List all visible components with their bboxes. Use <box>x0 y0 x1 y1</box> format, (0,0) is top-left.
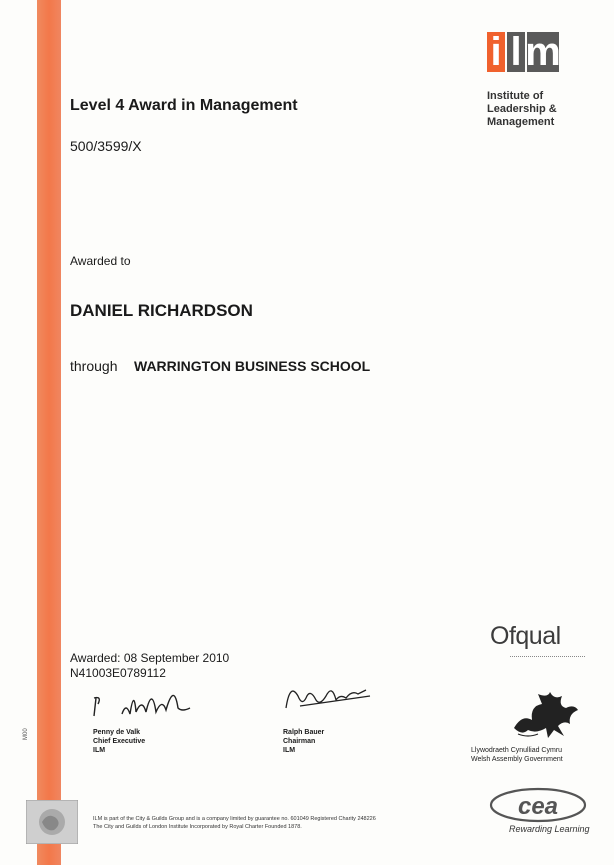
welsh-line-2: Welsh Assembly Government <box>471 756 563 763</box>
cea-logo <box>488 786 588 824</box>
signatory-name: Ralph Bauer <box>283 729 325 736</box>
recipient-name: DANIEL RICHARDSON <box>70 301 253 320</box>
cea-tagline: Rewarding Learning <box>509 824 590 834</box>
signatory-role: Chairman <box>283 738 316 745</box>
ilm-text-line-3: Management <box>487 116 555 128</box>
signatory-penny <box>93 728 145 755</box>
signatory-ralph <box>283 728 324 755</box>
certificate-title: Level 4 Award in Management <box>70 97 298 114</box>
ilm-mark-i: i <box>487 32 505 72</box>
signatory-name: Penny de Valk <box>93 729 141 736</box>
welsh-dragon-icon <box>508 684 580 742</box>
ofqual-logo: Ofqual <box>490 622 561 650</box>
welsh-line-1: Llywodraeth Cynulliad Cymru <box>471 747 563 754</box>
signature-penny-de-valk <box>82 678 212 722</box>
side-code: M00 <box>23 728 29 740</box>
cea-mark: cea <box>517 793 559 820</box>
ilm-text-line-1: Institute of <box>487 90 544 102</box>
awarded-date: Awarded: 08 September 2010 <box>70 651 230 665</box>
awarded-to-label: Awarded to <box>70 254 131 268</box>
ilm-logo-text <box>487 90 557 129</box>
orange-side-stripe <box>37 0 61 865</box>
signatory-org: ILM <box>283 747 296 754</box>
signatory-role: Chief Executive <box>93 738 146 745</box>
ilm-mark-m: m <box>525 30 561 74</box>
centre-name: WARRINGTON BUSINESS SCHOOL <box>134 358 371 374</box>
qualification-code: 500/3599/X <box>70 138 142 154</box>
footer-line-1: ILM is part of the City & Guilds Group and is a company limited by guarantee no. 601049 Registered Charity 248226 <box>93 816 376 822</box>
signature-ralph-bauer <box>280 676 390 716</box>
footer-legal <box>93 815 376 831</box>
ilm-logo <box>487 32 559 72</box>
hologram-seal <box>26 800 78 844</box>
welsh-assembly-text <box>471 746 563 764</box>
ilm-mark-l: l <box>507 32 525 72</box>
ofqual-divider <box>510 656 585 657</box>
through-label: through <box>70 358 118 374</box>
certificate-number: N41003E0789112 <box>70 666 166 680</box>
ilm-text-line-2: Leadership & <box>487 103 557 115</box>
footer-line-2: The City and Guilds of London Institute Incorporated by Royal Charter Founded 1878. <box>93 824 302 830</box>
signatory-org: ILM <box>93 747 106 754</box>
